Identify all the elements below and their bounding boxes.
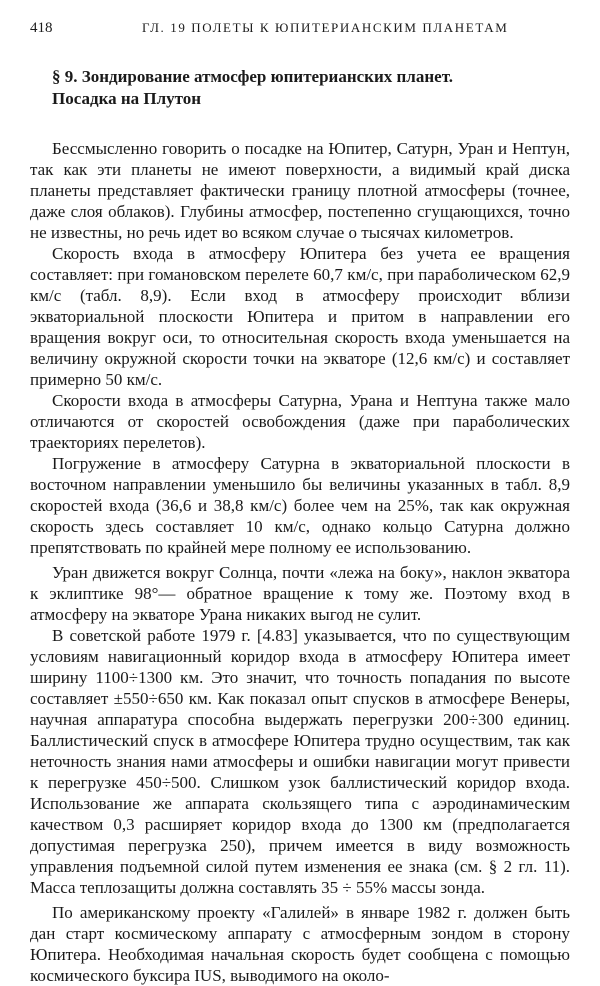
paragraph-1: Бессмысленно говорить о посадке на Юпитер, Сатурн, Уран и Нептун, так как эти планеты не имеют поверхности, а видимый край диска планеты представляет фактически границу плотной атмосферы (точнее, даже слоя облаков). Глубины атмосфер, постепенно сгущающихся, точно не известны, но речь идет во всяком случае о тысячах километров. — [30, 139, 570, 242]
section-title-line-2: Посадка на Плутон — [52, 89, 202, 108]
page-header — [30, 20, 570, 44]
paragraph-6: В советской работе 1979 г. [4.83] указывается, что по существующим условиям навигационный коридор входа в атмосферу Юпитера имеет ширину 1100÷1300 км. Это значит, что точность попадания по высоте составляет ±550÷650 км. Как показал опыт спусков в атмосфере Венеры, научная аппаратура способна выдержать перегрузки 200÷300 единиц. Баллистический спуск в атмосфере Юпитера трудно осуществим, так как неточность знания нами атмосферы и ошибки навигации могут привести к перегрузке 450÷500. Слишком узок баллистический коридор входа. Использование же аппарата скользящего типа с аэродинамическим качеством 0,3 расширяет коридор входа до 1300 км (предполагается допустимая перегрузка 250), причем имеется в виду возможность управления подъемной силой путем изменения ее знака (см. § 2 гл. 11). Масса теплозащиты должна составлять 35 ÷ 55% массы зонда. — [30, 626, 570, 897]
paragraph-4: Погружение в атмосферу Сатурна в экваториальной плоскости в восточном направлении уменьшило бы величины указанных в табл. 8,9 скоростей входа (36,6 и 38,8 км/с) более чем на 25%, так как окружная скорость здесь составляет 10 км/с, однако кольцо Сатурна должно препятствовать по крайней мере полному ее использованию. — [30, 454, 570, 557]
paragraph-3: Скорости входа в атмосферы Сатурна, Урана и Нептуна также мало отличаются от скоростей освобождения (даже при параболических траекториях перелетов). — [30, 391, 570, 452]
paragraph-2: Скорость входа в атмосферу Юпитера без учета ее вращения составляет: при гомановском перелете 60,7 км/с, при параболическом 62,9 км/с (табл. 8,9). Если вход в атмосферу происходит вблизи экваториальной плоскости Юпитера и притом в направлении его вращения вокруг оси, то относительная скорость входа уменьшается на величину окружной скорости точки на экваторе (12,6 км/с) и составляет примерно 50 км/с. — [30, 244, 570, 389]
section-title-line-1: § 9. Зондирование атмосфер юпитерианских планет. — [52, 67, 454, 86]
paragraph-5: Уран движется вокруг Солнца, почти «лежа на боку», наклон экватора к эклиптике 98°— обратное вращение к тому же. Поэтому вход в атмосферу на экваторе Урана никаких выгод не сулит. — [30, 563, 570, 624]
paragraph-7: По американскому проекту «Галилей» в январе 1982 г. должен быть дан старт космическому аппарату с атмосферным зондом в сторону Юпитера. Необходимая начальная скорость будет сообщена с помощью космического буксира IUS, выводимого на около- — [30, 903, 570, 985]
body-text — [30, 138, 570, 986]
running-title: ГЛ. 19 ПОЛЕТЫ К ЮПИТЕРИАНСКИМ ПЛАНЕТАМ — [142, 20, 509, 35]
page-number: 418 — [30, 20, 53, 36]
section-title — [52, 66, 570, 110]
